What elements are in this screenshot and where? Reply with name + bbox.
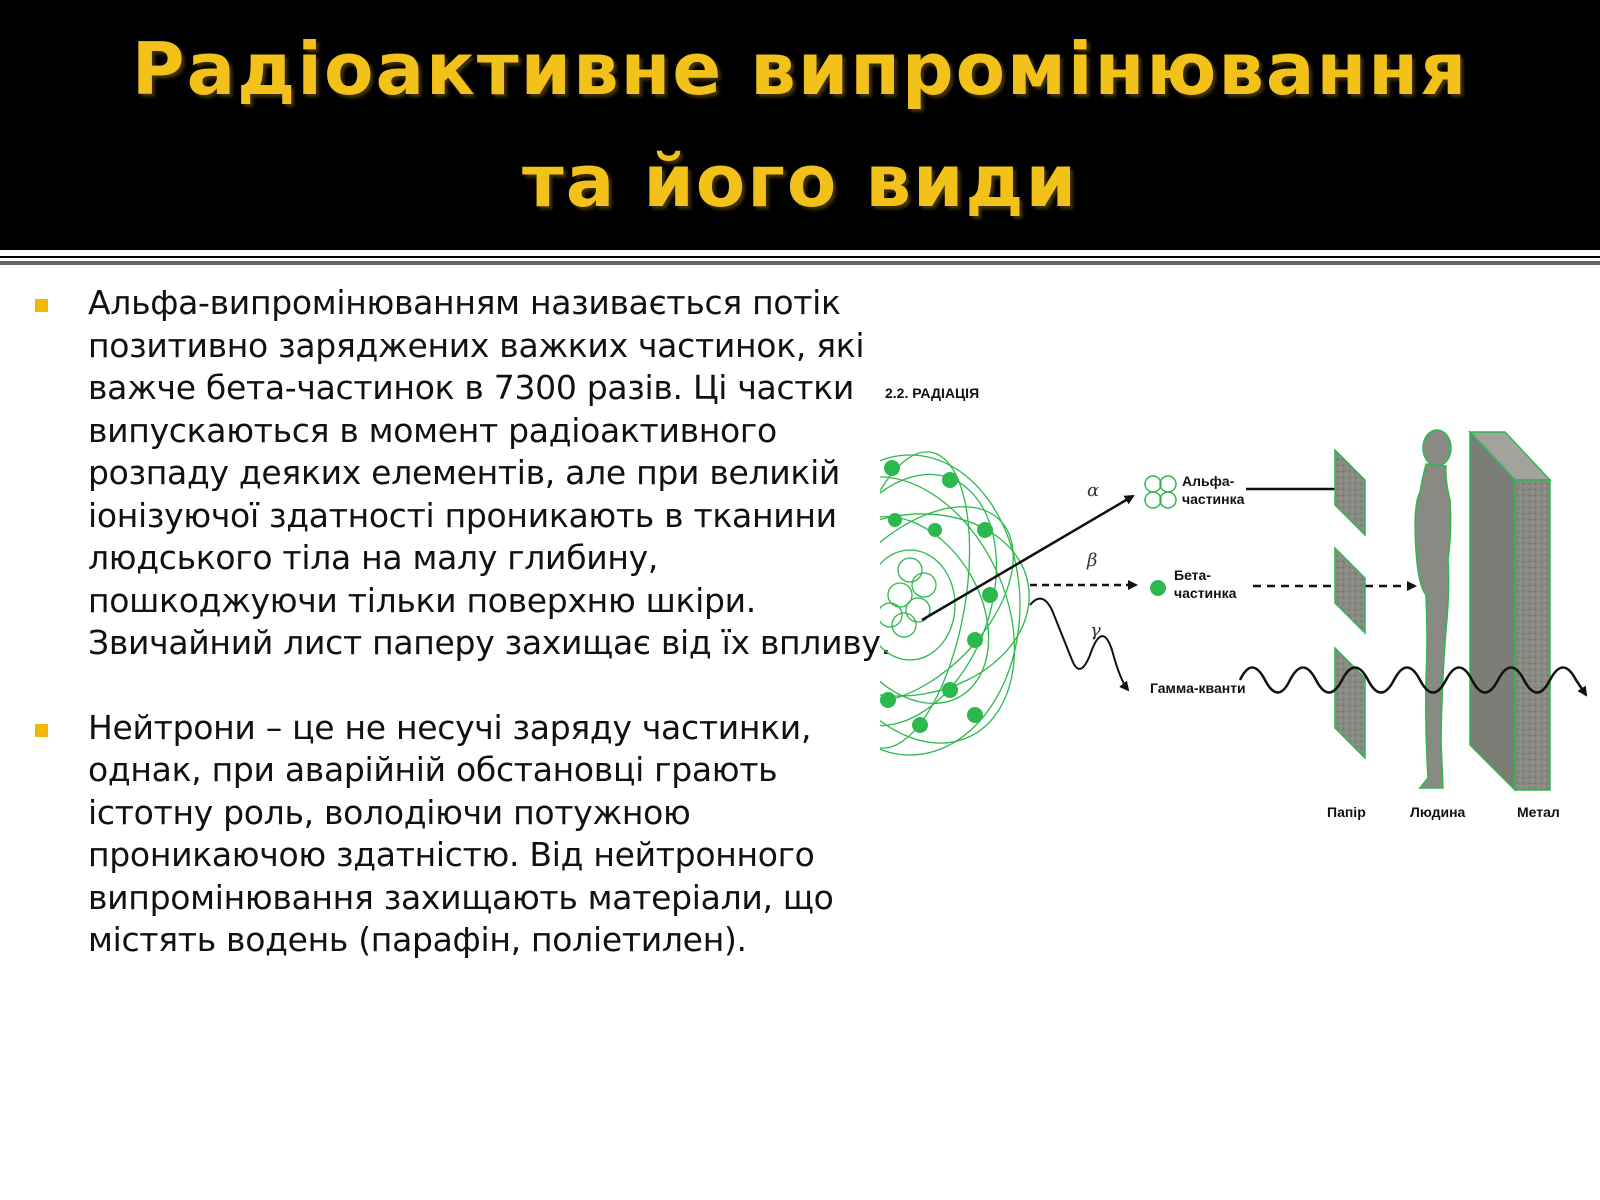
radiation-diagram — [880, 380, 1600, 850]
beta-symbol: β — [1087, 550, 1098, 571]
bullet-text-neutron: Нейтрони – це не несучі заряду частинки, однак, при аварійній обстановці грають істотну роль, володіючи потужною проникаючою здатністю. Від нейтронного випромінювання захищають матеріали, що містять водень (парафін, поліетилен). — [88, 707, 834, 959]
bullet-list — [28, 282, 908, 1004]
metal-label: Метал — [1517, 804, 1560, 820]
divider-thick — [0, 261, 1600, 265]
gamma-rays-label: Гамма-кванти — [1150, 680, 1246, 696]
radioactive-source-icon — [880, 442, 1055, 777]
beta-particle-icon — [1150, 580, 1166, 596]
bullet-text-alpha: Альфа-випромінюванням називається потік позитивно заряджених важких частинок, які важче бета-частинок в 7300 разів. Ці частки випускаються в момент радіоактивного розпаду деяких елементів, але при великій іонізуючої здатності проникають в тканини людського тіла на малу глибину, пошкоджуючи тільки поверхню шкіри. Звичайний лист паперу захищає від їх впливу. — [88, 283, 891, 662]
bullet-item-neutron — [28, 707, 908, 962]
title-bar — [0, 0, 1600, 250]
diagram-heading: 2.2. РАДІАЦІЯ — [885, 385, 980, 401]
human-figure-icon — [1415, 430, 1451, 788]
bullet-square-icon — [35, 299, 48, 312]
gamma-symbol: γ — [1090, 620, 1101, 641]
radiation-diagram-graphic — [880, 380, 1600, 850]
beta-particle-label: Бета-частинка — [1174, 567, 1237, 601]
alpha-particle-icon — [1145, 476, 1176, 508]
alpha-particle-label: Альфа-частинка — [1182, 473, 1245, 507]
bullet-item-alpha — [28, 282, 908, 665]
paper-label: Папір — [1327, 804, 1366, 820]
slide-title-line-1: Радіоактивне випромінювання — [131, 27, 1469, 111]
bullet-square-icon — [35, 724, 48, 737]
slide-title-line-2: та його види — [521, 139, 1079, 223]
metal-block-icon — [1470, 432, 1550, 790]
human-label: Людина — [1410, 804, 1466, 820]
alpha-symbol: α — [1087, 480, 1100, 501]
paper-sheets — [1335, 450, 1365, 758]
divider-thin — [0, 256, 1600, 258]
